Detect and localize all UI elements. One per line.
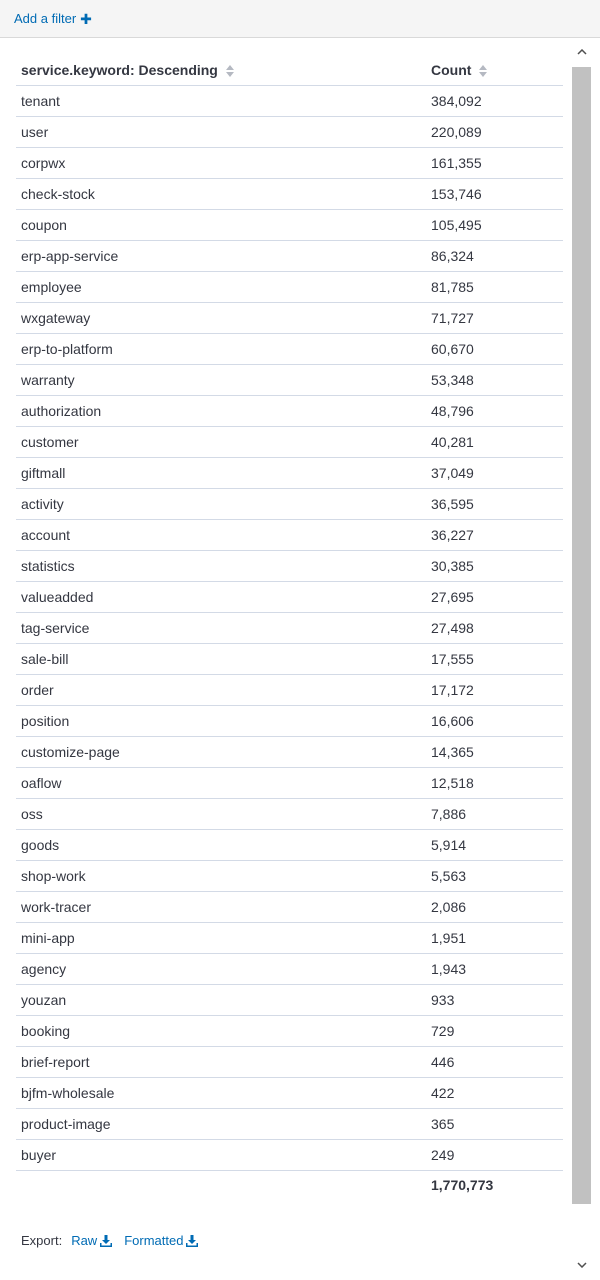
- sort-icon[interactable]: [479, 65, 487, 77]
- service-keyword-cell: wxgateway: [16, 302, 426, 333]
- sort-icon[interactable]: [226, 65, 234, 77]
- table-header-row: [16, 55, 563, 85]
- count-cell: 60,670: [426, 333, 563, 364]
- table-row: [16, 85, 563, 116]
- service-keyword-cell: shop-work: [16, 860, 426, 891]
- count-cell: 1,951: [426, 922, 563, 953]
- count-cell: 249: [426, 1139, 563, 1170]
- count-cell: 12,518: [426, 767, 563, 798]
- service-keyword-cell: bjfm-wholesale: [16, 1077, 426, 1108]
- table-row: [16, 488, 563, 519]
- total-blank-cell: [16, 1170, 426, 1200]
- plus-icon: ✚: [80, 10, 92, 27]
- table-row: [16, 550, 563, 581]
- service-keyword-cell: booking: [16, 1015, 426, 1046]
- count-cell: 446: [426, 1046, 563, 1077]
- service-keyword-cell: youzan: [16, 984, 426, 1015]
- count-cell: 36,595: [426, 488, 563, 519]
- service-keyword-cell: check-stock: [16, 178, 426, 209]
- table-row: [16, 829, 563, 860]
- count-cell: 40,281: [426, 426, 563, 457]
- service-keyword-cell: customize-page: [16, 736, 426, 767]
- service-keyword-cell: oaflow: [16, 767, 426, 798]
- service-keyword-cell: work-tracer: [16, 891, 426, 922]
- count-cell: 5,563: [426, 860, 563, 891]
- scrollbar-thumb[interactable]: [572, 67, 591, 1204]
- vertical-scrollbar[interactable]: [572, 45, 591, 1272]
- table-row: [16, 333, 563, 364]
- count-cell: 53,348: [426, 364, 563, 395]
- scroll-down-arrow-icon[interactable]: [572, 1258, 591, 1272]
- table-row: [16, 984, 563, 1015]
- count-cell: 153,746: [426, 178, 563, 209]
- service-keyword-cell: mini-app: [16, 922, 426, 953]
- table-row: [16, 209, 563, 240]
- count-cell: 14,365: [426, 736, 563, 767]
- service-keyword-cell: brief-report: [16, 1046, 426, 1077]
- table-row: [16, 1077, 563, 1108]
- service-keyword-cell: agency: [16, 953, 426, 984]
- table-row: [16, 395, 563, 426]
- count-cell: 933: [426, 984, 563, 1015]
- service-keyword-cell: buyer: [16, 1139, 426, 1170]
- table-row: [16, 674, 563, 705]
- service-keyword-cell: goods: [16, 829, 426, 860]
- table-row: [16, 271, 563, 302]
- filter-bar: [0, 0, 600, 38]
- export-raw-label: Raw: [71, 1233, 98, 1248]
- count-cell: 5,914: [426, 829, 563, 860]
- table-row: [16, 302, 563, 333]
- count-cell: 365: [426, 1108, 563, 1139]
- count-cell: 729: [426, 1015, 563, 1046]
- service-keyword-cell: tag-service: [16, 612, 426, 643]
- count-cell: 71,727: [426, 302, 563, 333]
- service-keyword-cell: warranty: [16, 364, 426, 395]
- count-cell: 27,695: [426, 581, 563, 612]
- scroll-up-arrow-icon[interactable]: [572, 45, 591, 59]
- count-cell: 422: [426, 1077, 563, 1108]
- service-keyword-cell: giftmall: [16, 457, 426, 488]
- service-keyword-cell: sale-bill: [16, 643, 426, 674]
- table-total-row: [16, 1170, 563, 1200]
- count-cell: 37,049: [426, 457, 563, 488]
- count-cell: 384,092: [426, 85, 563, 116]
- export-label: Export:: [21, 1233, 63, 1248]
- count-cell: 30,385: [426, 550, 563, 581]
- service-keyword-cell: position: [16, 705, 426, 736]
- table-row: [16, 426, 563, 457]
- count-cell: 48,796: [426, 395, 563, 426]
- table-row: [16, 364, 563, 395]
- add-filter-button[interactable]: [14, 11, 92, 26]
- count-cell: 220,089: [426, 116, 563, 147]
- count-cell: 17,555: [426, 643, 563, 674]
- table-row: [16, 767, 563, 798]
- table-body: [16, 85, 563, 1200]
- service-keyword-cell: statistics: [16, 550, 426, 581]
- export-formatted-link[interactable]: [124, 1233, 198, 1248]
- count-cell: 16,606: [426, 705, 563, 736]
- export-formatted-label: Formatted: [124, 1233, 184, 1248]
- service-keyword-cell: erp-to-platform: [16, 333, 426, 364]
- table-row: [16, 860, 563, 891]
- column-header-service-keyword[interactable]: [16, 55, 426, 85]
- table-row: [16, 240, 563, 271]
- count-cell: 2,086: [426, 891, 563, 922]
- count-cell: 36,227: [426, 519, 563, 550]
- data-table-container: [16, 55, 563, 1200]
- table-row: [16, 922, 563, 953]
- count-cell: 17,172: [426, 674, 563, 705]
- service-keyword-cell: customer: [16, 426, 426, 457]
- table-row: [16, 519, 563, 550]
- table-row: [16, 116, 563, 147]
- count-cell: 1,943: [426, 953, 563, 984]
- download-icon: [186, 1235, 198, 1247]
- column-header-label: service.keyword: Descending: [21, 61, 218, 78]
- service-keyword-cell: corpwx: [16, 147, 426, 178]
- download-icon: [100, 1235, 112, 1247]
- column-header-label: Count: [431, 61, 472, 78]
- service-keyword-cell: employee: [16, 271, 426, 302]
- service-keyword-cell: tenant: [16, 85, 426, 116]
- service-keyword-cell: activity: [16, 488, 426, 519]
- table-row: [16, 457, 563, 488]
- service-keyword-cell: authorization: [16, 395, 426, 426]
- export-raw-link[interactable]: [71, 1233, 112, 1248]
- add-filter-label: Add a filter: [14, 11, 77, 26]
- count-cell: 27,498: [426, 612, 563, 643]
- service-keyword-cell: user: [16, 116, 426, 147]
- count-cell: 7,886: [426, 798, 563, 829]
- table-row: [16, 1015, 563, 1046]
- service-keyword-cell: oss: [16, 798, 426, 829]
- count-cell: 81,785: [426, 271, 563, 302]
- table-row: [16, 1046, 563, 1077]
- table-row: [16, 736, 563, 767]
- count-cell: 105,495: [426, 209, 563, 240]
- table-row: [16, 891, 563, 922]
- data-table: [16, 55, 563, 1200]
- column-header-count[interactable]: [426, 55, 563, 85]
- export-bar: [21, 1233, 198, 1248]
- table-row: [16, 612, 563, 643]
- service-keyword-cell: valueadded: [16, 581, 426, 612]
- service-keyword-cell: order: [16, 674, 426, 705]
- service-keyword-cell: erp-app-service: [16, 240, 426, 271]
- count-cell: 161,355: [426, 147, 563, 178]
- table-row: [16, 643, 563, 674]
- total-count-cell: 1,770,773: [431, 1177, 494, 1194]
- service-keyword-cell: account: [16, 519, 426, 550]
- table-row: [16, 798, 563, 829]
- table-row: [16, 1108, 563, 1139]
- service-keyword-cell: product-image: [16, 1108, 426, 1139]
- table-row: [16, 953, 563, 984]
- table-row: [16, 1139, 563, 1170]
- table-row: [16, 705, 563, 736]
- count-cell: 86,324: [426, 240, 563, 271]
- service-keyword-cell: coupon: [16, 209, 426, 240]
- table-row: [16, 147, 563, 178]
- table-row: [16, 178, 563, 209]
- table-row: [16, 581, 563, 612]
